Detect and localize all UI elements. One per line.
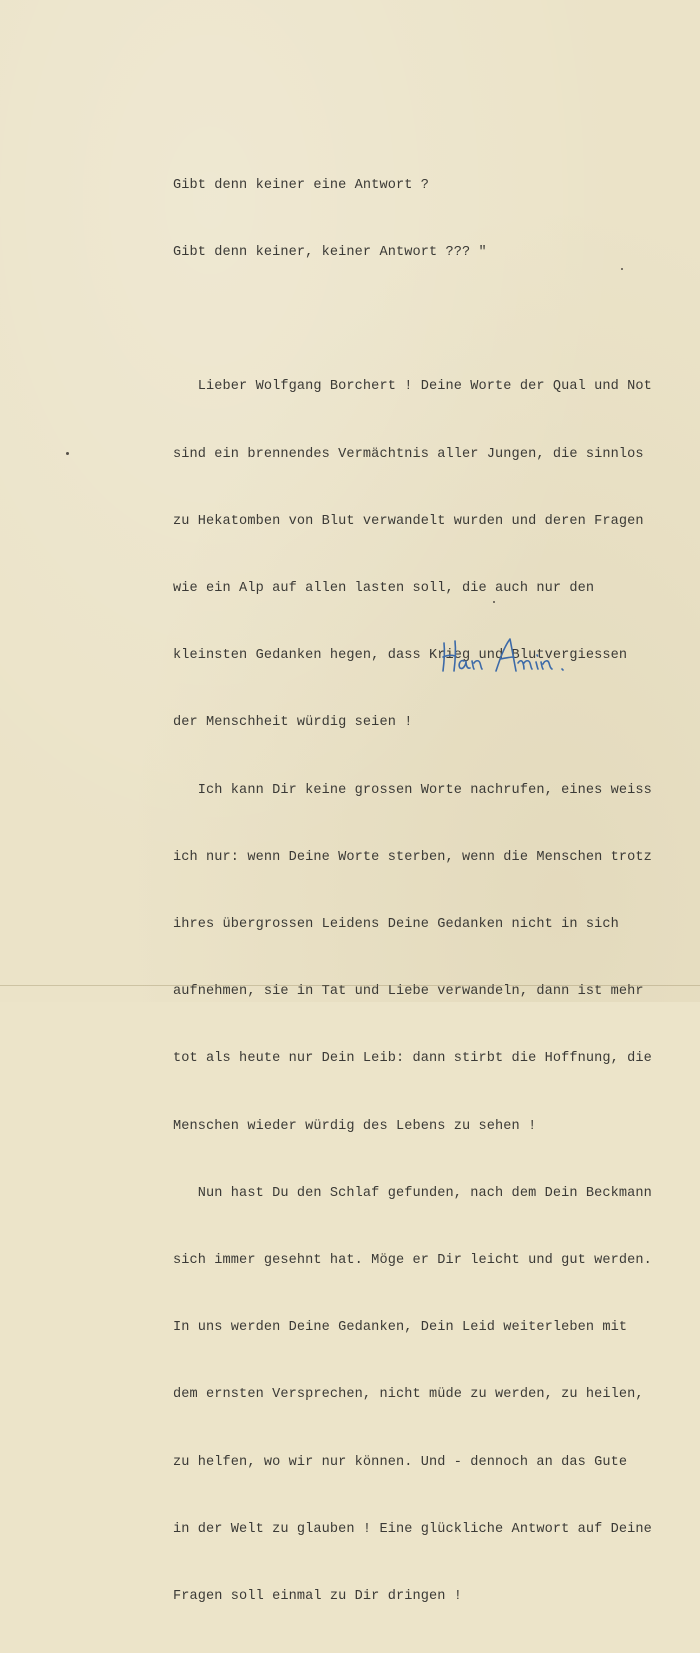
text-line: ich nur: wenn Deine Worte sterben, wenn die Menschen trotz xyxy=(173,849,652,865)
text-line: Nun hast Du den Schlaf gefunden, nach dem Dein Beckmann xyxy=(173,1185,652,1201)
ink-speck xyxy=(621,268,623,270)
text-line: zu helfen, wo wir nur können. Und - dennoch an das Gute xyxy=(173,1454,628,1470)
text-line: aufnehmen, sie in Tat und Liebe verwandeln, dann ist mehr xyxy=(173,984,644,1000)
typewritten-text xyxy=(173,130,693,1653)
text-line: ihres übergrossen Leidens Deine Gedanken nicht in sich xyxy=(173,917,619,933)
text-line: Gibt denn keiner, keiner Antwort ??? " xyxy=(173,245,487,261)
text-line: Menschen wieder würdig des Lebens zu sehen ! xyxy=(173,1118,537,1134)
page-fold-line xyxy=(0,985,700,986)
text-line: Ich kann Dir keine grossen Worte nachrufen, eines weiss xyxy=(173,782,652,798)
text-line: zu Hekatomben von Blut verwandelt wurden und deren Fragen xyxy=(173,513,644,529)
text-line: der Menschheit würdig seien ! xyxy=(173,715,413,731)
ink-speck xyxy=(493,601,495,603)
text-line: Gibt denn keiner eine Antwort ? xyxy=(173,177,429,193)
text-line: tot als heute nur Dein Leib: dann stirbt die Hoffnung, die xyxy=(173,1051,652,1067)
text-line: In uns werden Deine Gedanken, Dein Leid weiterleben mit xyxy=(173,1320,628,1336)
text-line: Fragen soll einmal zu Dir dringen ! xyxy=(173,1589,463,1605)
text-line: kleinsten Gedanken hegen, dass Krieg und Blutvergiessen xyxy=(173,648,628,664)
blank-line xyxy=(173,309,693,331)
text-line: in der Welt zu glauben ! Eine glückliche Antwort auf Deine xyxy=(173,1521,652,1537)
text-line: dem ernsten Versprechen, nicht müde zu werden, zu heilen, xyxy=(173,1387,644,1403)
text-line: Lieber Wolfgang Borchert ! Deine Worte der Qual und Not xyxy=(173,379,652,395)
handwritten-signature xyxy=(440,633,570,677)
text-line: sich immer gesehnt hat. Möge er Dir leicht und gut werden. xyxy=(173,1253,652,1269)
text-line: sind ein brennendes Vermächtnis aller Jungen, die sinnlos xyxy=(173,446,644,462)
ink-speck xyxy=(66,452,69,455)
text-line: wie ein Alp auf allen lasten soll, die auch nur den xyxy=(173,581,595,597)
